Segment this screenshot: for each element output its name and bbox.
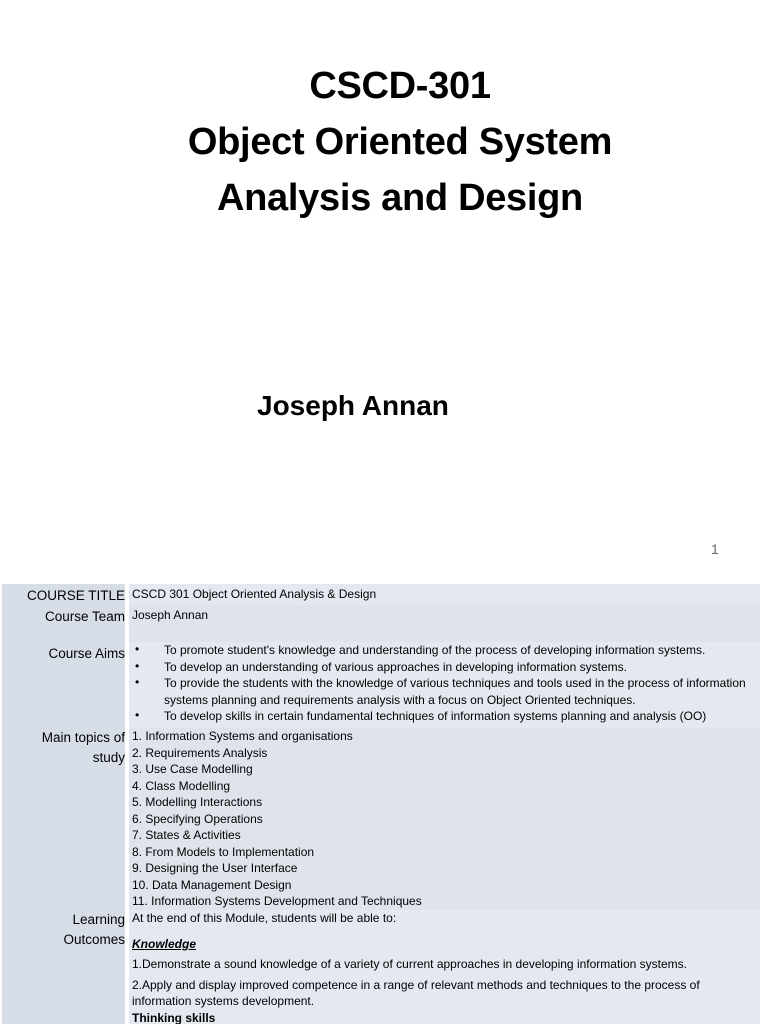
bullet-icon: • bbox=[135, 658, 140, 673]
main-topics-list bbox=[129, 728, 760, 910]
bullet-icon: • bbox=[135, 708, 140, 722]
course-title-value: CSCD 301 Object Oriented Analysis & Design bbox=[129, 584, 760, 605]
thinking-skills-heading: Thinking skills bbox=[132, 1010, 216, 1024]
slide-title bbox=[34, 58, 766, 226]
main-topics-label: Main topics of study bbox=[2, 728, 125, 910]
course-aims-list bbox=[129, 642, 760, 728]
topic-item: 6. Specifying Operations bbox=[132, 811, 263, 826]
topic-item: 5. Modelling Interactions bbox=[132, 795, 263, 809]
aim-item: • To develop skills in certain fundamental techniques of information systems planning and analysis (OO) bbox=[135, 708, 707, 723]
title-line-2: Object Oriented System bbox=[187, 121, 613, 163]
course-outline-table bbox=[0, 584, 760, 1024]
title-line-3: Analysis and Design bbox=[217, 177, 583, 219]
outcomes-intro: At the end of this Module, students will be able to: bbox=[132, 911, 397, 925]
knowledge-heading: Knowledge bbox=[132, 936, 197, 951]
page-number: 1 bbox=[711, 541, 719, 557]
row-learning-outcomes bbox=[0, 910, 760, 1024]
topic-item: 4. Class Modelling bbox=[132, 778, 231, 793]
course-team-value: Joseph Annan bbox=[129, 605, 760, 642]
topic-item: 2. Requirements Analysis bbox=[132, 745, 268, 760]
topic-item: 11. Information Systems Development and Techniques bbox=[132, 894, 422, 908]
row-course-team bbox=[0, 605, 760, 642]
outcome-item: 2.Apply and display improved competence in a range of relevant methods and techniques to the process of information systems development. bbox=[132, 977, 700, 1008]
row-main-topics bbox=[0, 728, 760, 910]
course-team-label: Course Team bbox=[2, 605, 125, 642]
topic-item: 8. From Models to Implementation bbox=[132, 844, 315, 859]
bullet-icon: • bbox=[135, 675, 140, 689]
title-line-1: CSCD-301 bbox=[309, 65, 491, 107]
topic-item: 9. Designing the User Interface bbox=[132, 861, 298, 875]
topic-item: 10. Data Management Design bbox=[132, 877, 292, 892]
course-title-label: COURSE TITLE bbox=[2, 584, 125, 605]
topic-item: 3. Use Case Modelling bbox=[132, 762, 253, 776]
aim-item: • To promote student's knowledge and understanding of the process of developing information systems. bbox=[135, 642, 706, 657]
bullet-icon: • bbox=[135, 642, 140, 656]
course-aims-label: Course Aims bbox=[2, 642, 125, 728]
topic-item: 1. Information Systems and organisations bbox=[132, 729, 353, 743]
author-name: Joseph Annan bbox=[257, 390, 449, 421]
outcome-item: 1.Demonstrate a sound knowledge of a variety of current approaches in developing information systems. bbox=[132, 957, 687, 971]
row-course-aims bbox=[0, 642, 760, 728]
aim-item: • To provide the students with the knowledge of various techniques and tools used in the process of information systems planning and requirements analysis with a focus on Object Oriented techniques. bbox=[135, 675, 746, 707]
aim-item: • To develop an understanding of various approaches in developing information systems. bbox=[135, 658, 627, 674]
learning-outcomes-label: Learning Outcomes bbox=[2, 910, 125, 1024]
topic-item: 7. States & Activities bbox=[132, 828, 241, 842]
row-course-title bbox=[0, 584, 760, 605]
learning-outcomes-content bbox=[129, 910, 760, 1024]
